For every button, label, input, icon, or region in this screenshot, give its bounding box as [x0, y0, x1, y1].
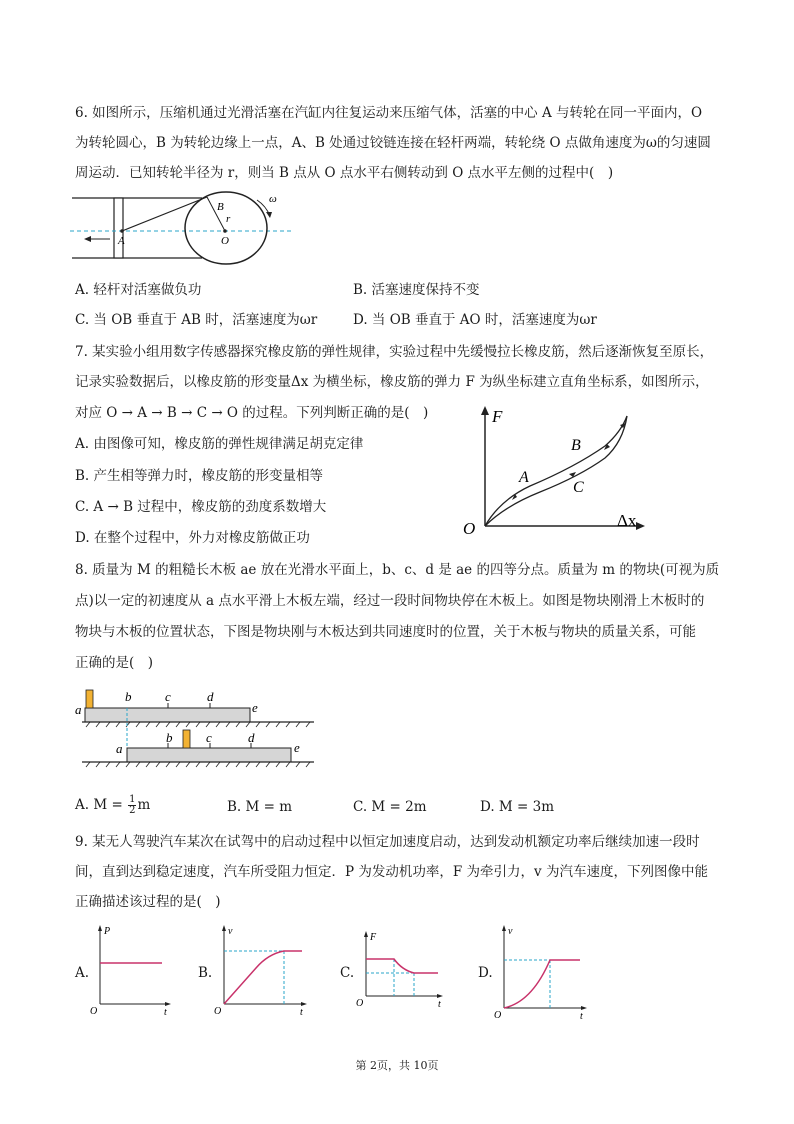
q8-line-4: 正确的是( ) [75, 655, 154, 671]
q8-bottom-label-a: a [116, 741, 123, 756]
q9-graph-d-xlabel: t [580, 1011, 583, 1022]
q6-option-d: D. 当 OB 垂直于 AO 时，活塞速度为ωr [353, 312, 597, 328]
q9-graph-b-ylabel: v [228, 926, 233, 937]
q9-graph-a [88, 922, 178, 1017]
q8-option-d: D. M = 3m [480, 799, 555, 815]
q9-graph-d-ylabel: v [508, 926, 513, 937]
q9-line-1: 9. 某无人驾驶汽车某次在试驾中的启动过程中以恒定加速度启动，达到发动机额定功率后继续加速一段时 [75, 834, 700, 850]
q9-graph-c-ylabel: F [370, 932, 377, 943]
q9-graph-b-xlabel: t [300, 1007, 303, 1017]
q8-bottom-label-b: b [166, 730, 173, 745]
q6-line-1: 6. 如图所示，压缩机通过光滑活塞在汽缸内往复运动来压缩气体，活塞的中心 A 与转轮在同一平面内，O [75, 105, 703, 121]
q9-graph-d-option: D. [478, 965, 493, 981]
q9-graph-b-option: B. [198, 965, 213, 981]
q7-label-C: C [573, 479, 584, 496]
q7-axis-dx: Δx [617, 511, 637, 530]
q6-option-b: B. 活塞速度保持不变 [353, 282, 480, 298]
q6-label-O: O [221, 235, 229, 247]
q9-graph-d-origin: O [494, 1010, 502, 1021]
q8-top-label-c: c [165, 689, 171, 704]
q6-label-omega: ω [269, 193, 277, 205]
q8-option-a-denominator: 2 [129, 805, 136, 816]
q6-label-B: B [217, 201, 224, 213]
q7-label-O: O [463, 519, 476, 538]
q8-bottom-label-e: e [294, 740, 300, 755]
q7-axis-F: F [492, 407, 503, 426]
q7-label-B: B [571, 437, 581, 454]
q7-line-1: 7. 某实验小组用数字传感器探究橡皮筋的弹性规律，实验过程中先缓慢拉长橡皮筋，然后逐渐恢复至原长， [75, 344, 714, 360]
q7-option-c: C. A → B 过程中，橡皮筋的劲度系数增大 [75, 499, 327, 515]
q9-graph-b [212, 922, 312, 1017]
q7-line-3: 对应 O → A → B → C → O 的过程。下列判断正确的是( ) [75, 405, 429, 421]
q9-graph-a-option: A. [75, 965, 90, 981]
q7-option-d: D. 在整个过程中，外力对橡皮筋做正功 [75, 530, 310, 546]
q6-label-r: r [226, 213, 231, 225]
q7-label-A: A [519, 469, 529, 486]
q8-option-a [75, 795, 150, 816]
q8-top-label-a: a [75, 702, 82, 717]
q8-option-b: B. M = m [227, 799, 293, 815]
q8-board-figure [70, 684, 350, 776]
q9-graph-c-option: C. [340, 965, 355, 981]
q6-line-3: 周运动．已知转轮半径为 r，则当 B 点从 O 点水平右侧转动到 O 点水平左侧的过程中( ) [75, 165, 614, 181]
q9-graph-c-xlabel: t [438, 999, 441, 1008]
q9-graph-a-origin: O [90, 1006, 98, 1017]
q9-graph-a-xlabel: t [164, 1007, 167, 1017]
q6-option-a: A. 轻杆对活塞做负功 [75, 282, 202, 298]
q8-top-label-d: d [207, 689, 214, 704]
q7-option-a: A. 由图像可知，橡皮筋的弹性规律满足胡克定律 [75, 436, 364, 452]
q9-graph-c-origin: O [356, 998, 364, 1008]
page-footer: 第 2页，共 10页 [355, 1059, 439, 1072]
q9-graph-c [354, 928, 449, 1008]
q8-option-a-suffix: m [137, 797, 151, 813]
q6-label-A: A [118, 235, 125, 247]
q7-line-2: 记录实验数据后，以橡皮筋的形变量Δx 为横坐标，橡皮筋的弹力 F 为纵坐标建立直角坐标系，如图所示， [75, 374, 709, 390]
q8-option-a-prefix: A. M = [75, 797, 128, 813]
q8-option-a-numerator: 1 [129, 794, 136, 805]
q9-graph-d [492, 922, 592, 1022]
q7-force-deformation-graph [455, 402, 665, 542]
q8-option-c: C. M = 2m [353, 799, 427, 815]
q9-line-3: 正确描述该过程的是( ) [75, 894, 221, 910]
q9-graph-a-ylabel: P [104, 926, 111, 937]
q8-line-2: 点)以一定的初速度从 a 点水平滑上木板左端，经过一段时间物块停在木板上。如图是物块刚滑上木板时的 [75, 593, 705, 609]
q6-compressor-figure [70, 188, 300, 268]
q6-line-2: 为转轮圆心，B 为转轮边缘上一点，A、B 处通过铰链连接在轻杆两端，转轮绕 O 点做角速度为ω的匀速圆 [75, 135, 711, 151]
q8-bottom-label-d: d [248, 730, 255, 745]
q9-graph-b-origin: O [214, 1006, 222, 1017]
q6-option-c: C. 当 OB 垂直于 AB 时，活塞速度为ωr [75, 312, 318, 328]
q8-top-label-e: e [252, 700, 258, 715]
q8-line-1: 8. 质量为 M 的粗糙长木板 ae 放在光滑水平面上，b、c、d 是 ae 的四等分点。质量为 m 的物块(可视为质 [75, 562, 720, 578]
q9-line-2: 间，直到达到稳定速度，汽车所受阻力恒定．P 为发动机功率，F 为牵引力，v 为汽车速度，下列图像中能 [75, 864, 708, 880]
q8-top-label-b: b [125, 689, 132, 704]
q7-option-b: B. 产生相等弹力时，橡皮筋的形变量相等 [75, 468, 324, 484]
q8-line-3: 物块与木板的位置状态，下图是物块刚与木板达到共同速度时的位置，关于木板与物块的质量关系，可能 [75, 624, 696, 640]
q8-bottom-label-c: c [206, 730, 212, 745]
